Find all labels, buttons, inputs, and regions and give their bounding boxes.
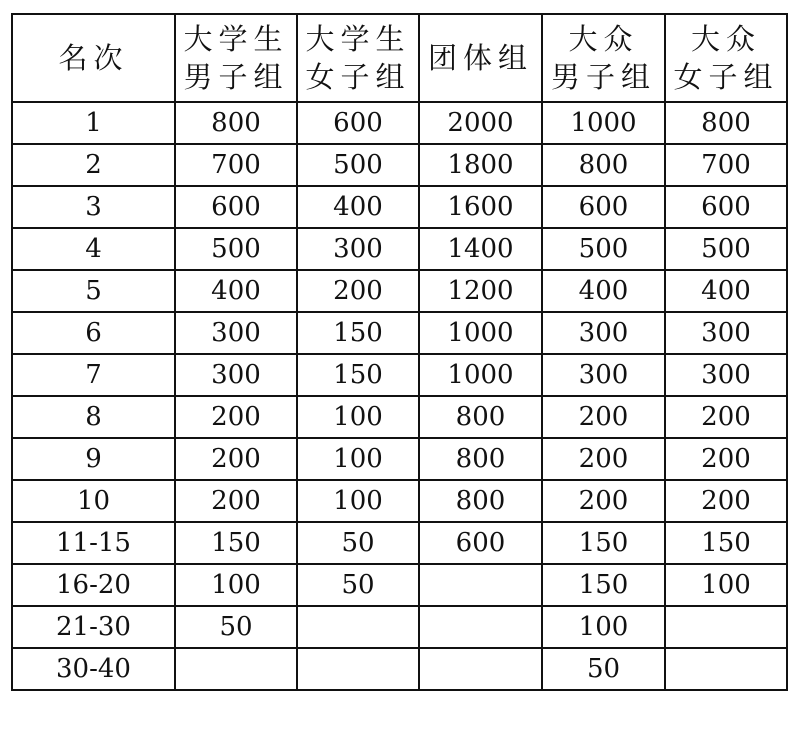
public-women-cell: 150 — [665, 522, 787, 564]
rank-cell: 5 — [12, 270, 175, 312]
public-men-cell: 800 — [542, 144, 665, 186]
college-men-cell: 300 — [175, 354, 297, 396]
college-men-cell: 100 — [175, 564, 297, 606]
college-women-cell: 500 — [297, 144, 419, 186]
college-women-cell: 600 — [297, 102, 419, 144]
table-row — [12, 606, 787, 648]
public-women-cell: 600 — [665, 186, 787, 228]
team-cell — [419, 606, 542, 648]
header-college-women — [297, 14, 419, 102]
public-women-cell: 200 — [665, 480, 787, 522]
header-line: 名次 — [58, 41, 129, 75]
public-women-cell: 400 — [665, 270, 787, 312]
rank-cell: 3 — [12, 186, 175, 228]
public-men-cell: 1000 — [542, 102, 665, 144]
table-row — [12, 564, 787, 606]
college-men-cell: 600 — [175, 186, 297, 228]
team-cell: 800 — [419, 396, 542, 438]
public-men-cell: 200 — [542, 396, 665, 438]
rank-cell: 4 — [12, 228, 175, 270]
public-men-cell: 400 — [542, 270, 665, 312]
public-men-cell: 150 — [542, 522, 665, 564]
team-cell: 1200 — [419, 270, 542, 312]
public-women-cell: 300 — [665, 312, 787, 354]
college-women-cell: 50 — [297, 564, 419, 606]
public-women-cell: 200 — [665, 396, 787, 438]
table-row — [12, 228, 787, 270]
public-women-cell: 800 — [665, 102, 787, 144]
header-line: 大学生 — [183, 22, 289, 56]
college-men-cell: 300 — [175, 312, 297, 354]
rank-cell: 9 — [12, 438, 175, 480]
college-men-cell: 200 — [175, 396, 297, 438]
table-row — [12, 354, 787, 396]
public-women-cell: 700 — [665, 144, 787, 186]
team-cell — [419, 564, 542, 606]
header-row — [12, 14, 787, 102]
table-row — [12, 522, 787, 564]
header-college-men — [175, 14, 297, 102]
header-line: 大学生 — [305, 22, 411, 56]
team-cell: 1000 — [419, 354, 542, 396]
table-row — [12, 186, 787, 228]
table-body — [12, 102, 787, 690]
public-men-cell: 300 — [542, 312, 665, 354]
rank-cell: 21-30 — [12, 606, 175, 648]
public-men-cell: 500 — [542, 228, 665, 270]
header-public-men — [542, 14, 665, 102]
college-women-cell: 200 — [297, 270, 419, 312]
college-women-cell: 100 — [297, 438, 419, 480]
college-women-cell — [297, 606, 419, 648]
public-men-cell: 50 — [542, 648, 665, 690]
public-men-cell: 600 — [542, 186, 665, 228]
public-men-cell: 100 — [542, 606, 665, 648]
team-cell: 1600 — [419, 186, 542, 228]
college-women-cell: 400 — [297, 186, 419, 228]
college-men-cell: 150 — [175, 522, 297, 564]
rank-cell: 1 — [12, 102, 175, 144]
college-women-cell: 300 — [297, 228, 419, 270]
college-women-cell: 100 — [297, 480, 419, 522]
header-rank — [12, 14, 175, 102]
public-women-cell — [665, 606, 787, 648]
public-men-cell: 200 — [542, 480, 665, 522]
table-row — [12, 144, 787, 186]
public-men-cell: 300 — [542, 354, 665, 396]
college-men-cell: 400 — [175, 270, 297, 312]
team-cell: 800 — [419, 438, 542, 480]
public-men-cell: 200 — [542, 438, 665, 480]
prize-table — [11, 13, 788, 691]
college-women-cell — [297, 648, 419, 690]
college-women-cell: 100 — [297, 396, 419, 438]
public-men-cell: 150 — [542, 564, 665, 606]
public-women-cell: 300 — [665, 354, 787, 396]
public-women-cell: 100 — [665, 564, 787, 606]
table-header — [12, 14, 787, 102]
rank-cell: 10 — [12, 480, 175, 522]
header-team — [419, 14, 542, 102]
table-row — [12, 102, 787, 144]
rank-cell: 7 — [12, 354, 175, 396]
header-line: 大众 — [690, 22, 761, 56]
rank-cell: 16-20 — [12, 564, 175, 606]
header-public-women — [665, 14, 787, 102]
table-row — [12, 438, 787, 480]
public-women-cell: 200 — [665, 438, 787, 480]
table-row — [12, 648, 787, 690]
college-men-cell: 200 — [175, 438, 297, 480]
college-men-cell: 200 — [175, 480, 297, 522]
header-line: 男子组 — [183, 60, 289, 94]
team-cell — [419, 648, 542, 690]
team-cell: 1800 — [419, 144, 542, 186]
table-row — [12, 270, 787, 312]
table-row — [12, 480, 787, 522]
header-line: 团体组 — [427, 41, 533, 75]
college-women-cell: 150 — [297, 354, 419, 396]
college-men-cell: 50 — [175, 606, 297, 648]
college-men-cell: 800 — [175, 102, 297, 144]
rank-cell: 2 — [12, 144, 175, 186]
rank-cell: 11-15 — [12, 522, 175, 564]
college-women-cell: 50 — [297, 522, 419, 564]
team-cell: 600 — [419, 522, 542, 564]
table-row — [12, 312, 787, 354]
college-women-cell: 150 — [297, 312, 419, 354]
header-line: 男子组 — [550, 60, 656, 94]
rank-cell: 6 — [12, 312, 175, 354]
header-line: 大众 — [568, 22, 639, 56]
public-women-cell: 500 — [665, 228, 787, 270]
college-men-cell: 500 — [175, 228, 297, 270]
rank-cell: 30-40 — [12, 648, 175, 690]
team-cell: 1400 — [419, 228, 542, 270]
college-men-cell: 700 — [175, 144, 297, 186]
team-cell: 1000 — [419, 312, 542, 354]
team-cell: 800 — [419, 480, 542, 522]
public-women-cell — [665, 648, 787, 690]
header-line: 女子组 — [305, 60, 411, 94]
team-cell: 2000 — [419, 102, 542, 144]
rank-cell: 8 — [12, 396, 175, 438]
table-row — [12, 396, 787, 438]
college-men-cell — [175, 648, 297, 690]
header-line: 女子组 — [673, 60, 779, 94]
